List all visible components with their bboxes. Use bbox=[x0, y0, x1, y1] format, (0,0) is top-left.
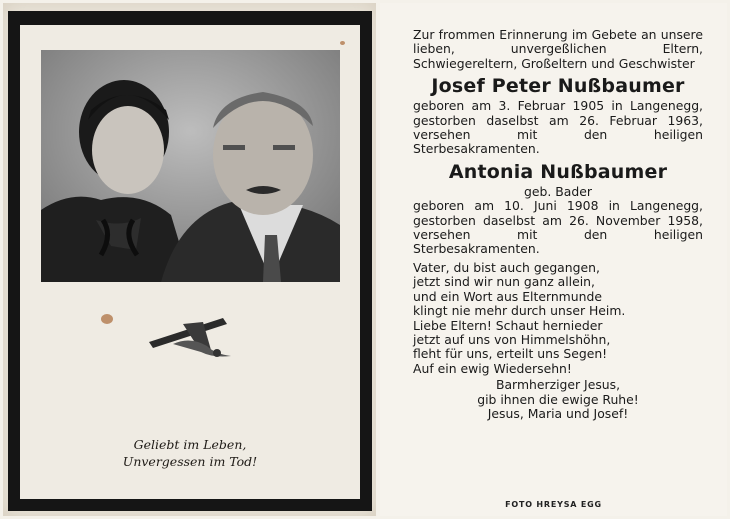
memorial-motto bbox=[20, 436, 360, 470]
motto-line-1: Geliebt im Leben, bbox=[133, 437, 247, 452]
age-stain bbox=[340, 41, 345, 45]
prayer-line: Barmherziger Jesus, bbox=[495, 377, 621, 393]
person2-maiden-name: geb. Bader bbox=[524, 183, 592, 199]
poem-line: fleht für uns, erteilt uns Segen! bbox=[413, 346, 608, 362]
person1-name: Josef Peter Nußbaumer bbox=[431, 75, 685, 98]
couple-portrait-image bbox=[41, 50, 340, 282]
poem-line: jetzt sind wir nun ganz allein, bbox=[413, 274, 595, 290]
motto-line-2: Unvergessen im Tod! bbox=[122, 454, 258, 469]
person2-details: geboren am 10. Juni 1908 in Langenegg, gestorben daselbst am 26. November 1958, versehen mit den heiligen Sterbesakramenten. bbox=[413, 198, 703, 257]
cross-with-wreath-icon bbox=[145, 310, 235, 360]
person2-name: Antonia Nußbaumer bbox=[448, 160, 668, 183]
prayer-line: gib ihnen die ewige Ruhe! bbox=[477, 391, 639, 407]
poem-line: Vater, du bist auch gegangen, bbox=[413, 259, 600, 275]
prayer-line: Jesus, Maria und Josef! bbox=[487, 405, 629, 421]
poem-line: Liebe Eltern! Schaut hernieder bbox=[413, 317, 603, 333]
age-stain bbox=[101, 314, 113, 324]
poem-line: jetzt auf uns von Himmelshöhn, bbox=[413, 331, 611, 347]
photo-credit: FOTO HREYSA EGG bbox=[505, 500, 602, 509]
intro-paragraph: Zur frommen Erinnerung im Gebete an unsere lieben, unvergeßlichen Eltern, Schwiegereltern, Großeltern und Geschwister bbox=[413, 27, 703, 71]
portrait-photo bbox=[41, 50, 340, 282]
card-inner-panel bbox=[20, 25, 360, 499]
poem-line: Auf ein ewig Wiedersehn! bbox=[413, 360, 572, 376]
memorial-card-left bbox=[3, 3, 376, 516]
person1-details: geboren am 3. Februar 1905 in Langenegg, gestorben daselbst am 26. Februar 1963, versehen mit den heiligen Sterbesakramenten. bbox=[413, 98, 703, 157]
poem-line: und ein Wort aus Elternmunde bbox=[413, 288, 602, 304]
poem bbox=[413, 261, 703, 376]
poem-line: klingt nie mehr durch unser Heim. bbox=[413, 303, 626, 319]
closing-prayer bbox=[413, 378, 703, 421]
memorial-text bbox=[413, 28, 703, 421]
memorial-card-right bbox=[380, 3, 727, 516]
